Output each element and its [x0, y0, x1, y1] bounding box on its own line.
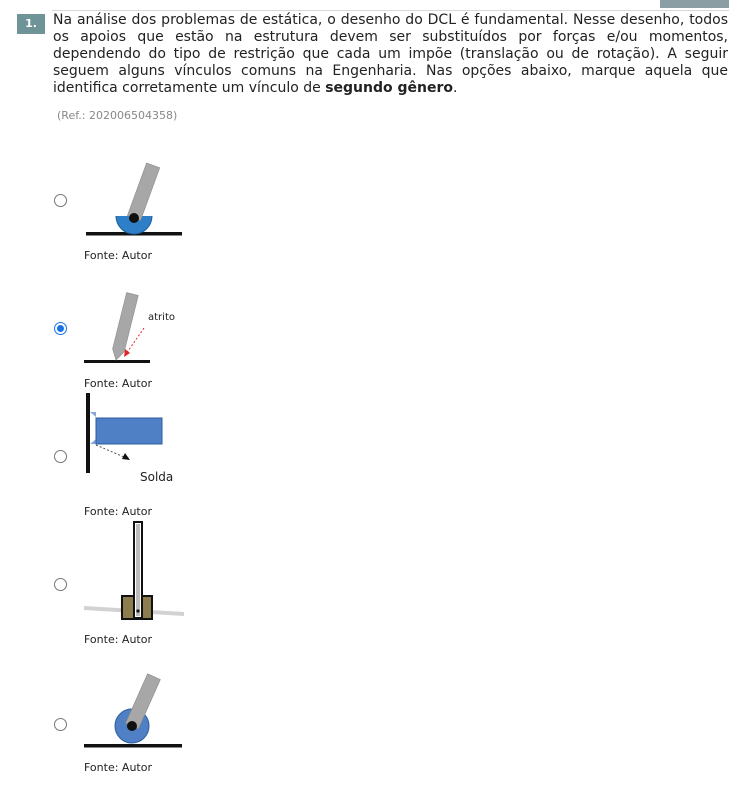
pin-support-icon — [80, 160, 190, 240]
option-4-caption: Fonte: Autor — [84, 633, 152, 646]
option-5-caption: Fonte: Autor — [84, 761, 152, 774]
option-1-radio[interactable] — [54, 194, 67, 207]
sliding-sleeve-icon — [80, 520, 190, 620]
friction-contact-icon — [80, 288, 190, 368]
question-number-badge: 1. — [17, 14, 45, 34]
option-1-caption: Fonte: Autor — [84, 249, 152, 262]
top-divider — [52, 10, 729, 11]
option-3-caption: Fonte: Autor — [84, 505, 152, 518]
solda-label: Solda — [140, 470, 174, 484]
option-5-radio[interactable] — [54, 718, 67, 731]
question-text-main: Na análise dos problemas de estática, o desenho do DCL é fundamental. Nesse desenho, todos os apoios que estão na estrutura devem ser substituídos por forças e/ou momentos, dependendo do tipo de restrição que cada um impõe (translação ou de rotação). A seguir seguem alguns vínculos comuns na Engenharia. Nas opções abaixo, marque aquela que identifica corretamente um vínculo de — [53, 12, 728, 96]
question-reference: (Ref.: 202006504358) — [57, 109, 178, 122]
option-2-radio[interactable] — [54, 322, 67, 335]
roller-support-icon — [80, 672, 190, 752]
option-3-radio[interactable] — [54, 450, 67, 463]
question-text-bold: segundo gênero — [325, 80, 454, 96]
question-text — [53, 12, 728, 97]
atrito-label: atrito — [148, 312, 175, 323]
question-text-end: . — [453, 80, 458, 96]
option-4-radio[interactable] — [54, 578, 67, 591]
top-tab-decoration — [660, 0, 729, 8]
option-2-caption: Fonte: Autor — [84, 377, 152, 390]
weld-support-icon — [80, 392, 190, 492]
